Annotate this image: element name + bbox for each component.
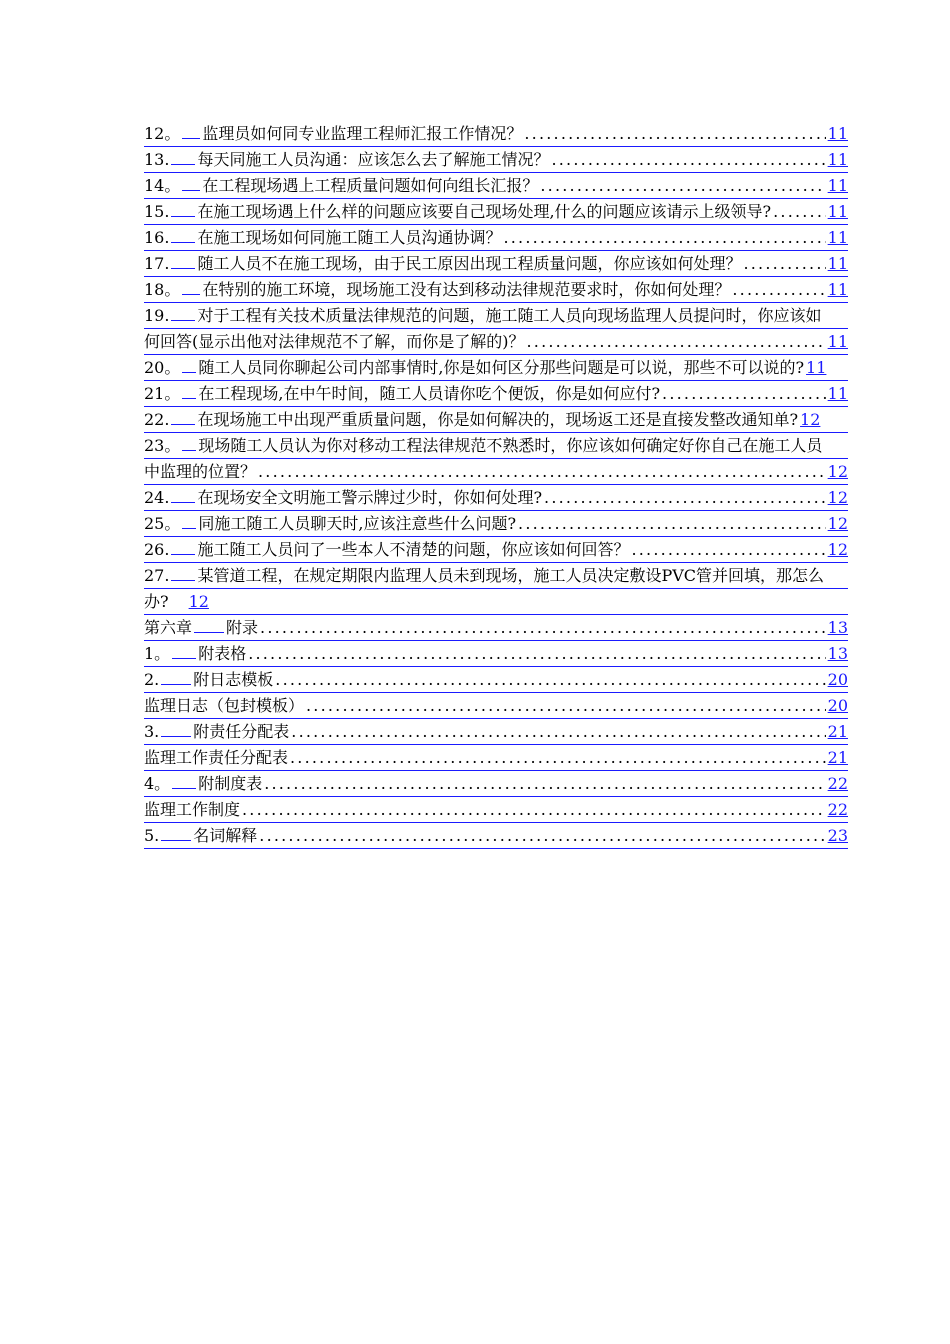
toc-page-link[interactable]: 11	[827, 124, 848, 143]
toc-entry-title-continued: 中监理的位置？	[144, 462, 257, 481]
toc-page-link[interactable]: 22	[827, 774, 848, 793]
toc-entry-gap	[171, 163, 195, 165]
toc-page-link[interactable]: 12	[188, 592, 209, 611]
toc-entry-14[interactable]	[144, 173, 848, 199]
toc-entry-number: 23。	[144, 436, 181, 455]
toc-entry-title: 在现场施工中出现严重质量问题，你是如何解决的，现场返工还是直接发整改通知单?	[197, 410, 799, 429]
toc-entry-title-continued: 办?	[144, 592, 169, 611]
toc-appendix-5[interactable]	[144, 823, 848, 849]
toc-page-link[interactable]: 12	[827, 514, 848, 533]
toc-leader-dots	[524, 124, 825, 143]
toc-leader-dots	[264, 774, 825, 793]
toc-entry-title: 现场随工人员认为你对移动工程法律规范不熟悉时，你应该如何确定好你自己在施工人员	[198, 436, 823, 455]
table-of-contents	[144, 121, 848, 849]
toc-entry-title: 监理员如何同专业监理工程师汇报工作情况？	[202, 124, 523, 143]
toc-entry-gap	[171, 606, 185, 607]
toc-entry-21[interactable]	[144, 381, 848, 407]
toc-entry-title: 某管道工程，在规定期限内监理人员未到现场，施工人员决定敷设PVC管并回填，那怎么	[197, 566, 825, 585]
toc-entry-23-line1[interactable]	[144, 433, 848, 459]
toc-chapter-6[interactable]	[144, 615, 848, 641]
toc-leader-dots	[662, 384, 826, 403]
toc-entry-title: 随工人员同你聊起公司内部事情时,你是如何区分那些问题是可以说，那些不可以说的?	[198, 358, 805, 377]
toc-page-link[interactable]: 11	[827, 384, 848, 403]
toc-entry-gap	[161, 735, 191, 737]
toc-entry-15[interactable]	[144, 199, 848, 225]
toc-entry-gap	[182, 189, 200, 191]
toc-entry-title: 在工程现场遇上工程质量问题如何向组长汇报？	[202, 176, 539, 195]
toc-entry-gap	[161, 839, 191, 841]
toc-page-link[interactable]: 12	[827, 462, 848, 481]
toc-entry-18[interactable]	[144, 277, 848, 303]
toc-entry-gap	[171, 215, 195, 217]
toc-leader-dots	[242, 800, 826, 819]
toc-leader-dots	[306, 696, 826, 715]
toc-entry-27-line1[interactable]	[144, 563, 848, 589]
toc-entry-22[interactable]	[144, 407, 848, 433]
toc-page-link[interactable]: 23	[827, 826, 848, 845]
toc-page-link[interactable]: 11	[827, 150, 848, 169]
toc-entry-number: 13.	[144, 150, 170, 169]
toc-entry-title: 在施工现场如何同施工随工人员沟通协调？	[197, 228, 502, 247]
toc-page-link[interactable]: 20	[827, 670, 848, 689]
toc-entry-title: 在现场安全文明施工警示牌过少时，你如何处理?	[197, 488, 543, 507]
toc-entry-title: 在特别的施工环境，现场施工没有达到移动法律规范要求时，你如何处理？	[202, 280, 731, 299]
toc-leader-dots	[743, 254, 825, 273]
toc-entry-number: 1。	[144, 644, 171, 663]
toc-entry-gap	[171, 501, 195, 503]
toc-leader-dots	[732, 280, 825, 299]
toc-leader-dots	[773, 202, 826, 221]
toc-entry-title: 附日志模板	[193, 670, 274, 689]
toc-entry-23-line2[interactable]	[144, 459, 848, 485]
toc-log-template[interactable]	[144, 693, 848, 719]
toc-page-link[interactable]: 13	[827, 644, 848, 663]
toc-entry-number: 3.	[144, 722, 160, 741]
toc-entry-19-line2[interactable]	[144, 329, 848, 355]
toc-entry-gap	[171, 267, 195, 269]
toc-entry-number: 21。	[144, 384, 181, 403]
toc-entry-number: 14。	[144, 176, 181, 195]
toc-leader-dots	[248, 644, 825, 663]
toc-entry-title: 对于工程有关技术质量法律规范的问题，施工随工人员向现场监理人员提问时，你应该如	[197, 306, 822, 325]
toc-leader-dots	[540, 176, 825, 195]
toc-leader-dots	[275, 670, 825, 689]
toc-leader-dots	[551, 150, 825, 169]
toc-leader-dots	[260, 618, 826, 637]
toc-page-link[interactable]: 11	[827, 202, 848, 221]
toc-entry-gap	[171, 319, 195, 321]
toc-appendix-4[interactable]	[144, 771, 848, 797]
toc-entry-gap	[182, 397, 196, 399]
toc-leader-dots	[503, 228, 825, 247]
toc-entry-gap	[182, 371, 196, 373]
toc-entry-24[interactable]	[144, 485, 848, 511]
toc-entry-13[interactable]	[144, 147, 848, 173]
toc-page-link[interactable]: 11	[827, 176, 848, 195]
toc-work-rules[interactable]	[144, 797, 848, 823]
toc-entry-number: 4。	[144, 774, 171, 793]
toc-leader-dots	[527, 332, 826, 351]
toc-entry-number: 27.	[144, 566, 170, 585]
toc-leader-dots	[290, 748, 826, 767]
toc-entry-number: 12。	[144, 124, 181, 143]
toc-entry-gap	[182, 137, 200, 139]
toc-entry-title: 在施工现场遇上什么样的问题应该要自己现场处理,什么的问题应该请示上级领导?	[197, 202, 772, 221]
toc-entry-number: 16.	[144, 228, 170, 247]
toc-entry-title: 附责任分配表	[193, 722, 290, 741]
toc-appendix-1[interactable]	[144, 641, 848, 667]
toc-entry-20[interactable]	[144, 355, 848, 381]
toc-entry-gap	[182, 293, 200, 295]
toc-entry-gap	[172, 657, 196, 659]
toc-page-link[interactable]: 11	[806, 358, 827, 377]
toc-entry-title: 附表格	[198, 644, 247, 663]
toc-entry-27-line2[interactable]	[144, 589, 848, 615]
toc-page-link[interactable]: 12	[827, 540, 848, 559]
toc-entry-number: 20。	[144, 358, 181, 377]
toc-page-link[interactable]: 11	[827, 280, 848, 299]
toc-leader-dots	[631, 540, 825, 559]
toc-entry-title: 监理日志（包封模板）	[144, 696, 305, 715]
toc-entry-gap	[161, 683, 191, 685]
toc-leader-dots	[518, 514, 826, 533]
toc-leader-dots	[259, 826, 825, 845]
toc-entry-gap	[171, 553, 195, 555]
toc-entry-gap	[171, 241, 195, 243]
toc-entry-number: 2.	[144, 670, 160, 689]
toc-page-link[interactable]: 21	[827, 722, 848, 741]
toc-entry-12[interactable]	[144, 121, 848, 147]
toc-entry-17[interactable]	[144, 251, 848, 277]
toc-entry-gap	[172, 787, 196, 789]
toc-page-link[interactable]: 12	[800, 410, 821, 429]
toc-entry-16[interactable]	[144, 225, 848, 251]
toc-entry-title: 附制度表	[198, 774, 263, 793]
toc-leader-dots	[544, 488, 826, 507]
toc-entry-title: 每天同施工人员沟通：应该怎么去了解施工情况？	[197, 150, 550, 169]
toc-leader-dots	[291, 722, 825, 741]
toc-entry-gap	[194, 631, 224, 633]
toc-appendix-3[interactable]	[144, 719, 848, 745]
toc-entry-title: 随工人员不在施工现场，由于民工原因出现工程质量问题，你应该如何处理？	[197, 254, 742, 273]
toc-entry-number: 22.	[144, 410, 170, 429]
toc-entry-title: 在工程现场,在中午时间，随工人员请你吃个便饭，你是如何应付?	[198, 384, 661, 403]
toc-appendix-2[interactable]	[144, 667, 848, 693]
toc-entry-number: 5.	[144, 826, 160, 845]
toc-entry-number: 18。	[144, 280, 181, 299]
toc-entry-title: 名词解释	[193, 826, 258, 845]
toc-entry-26[interactable]	[144, 537, 848, 563]
toc-entry-title: 附录	[226, 618, 259, 637]
toc-entry-title: 同施工随工人员聊天时,应该注意些什么问题?	[198, 514, 517, 533]
toc-entry-gap	[171, 579, 195, 581]
toc-page-link[interactable]: 11	[827, 332, 848, 351]
toc-entry-19-line1[interactable]	[144, 303, 848, 329]
toc-leader-dots	[258, 462, 826, 481]
toc-page-link[interactable]: 12	[827, 488, 848, 507]
toc-page-link[interactable]: 21	[827, 748, 848, 767]
toc-page-link[interactable]: 20	[827, 696, 848, 715]
toc-entry-title: 施工随工人员问了一些本人不清楚的问题，你应该如何回答？	[197, 540, 630, 559]
toc-entry-gap	[182, 449, 196, 451]
toc-entry-25[interactable]	[144, 511, 848, 537]
toc-entry-number: 26.	[144, 540, 170, 559]
toc-page-link[interactable]: 11	[827, 228, 848, 247]
toc-entry-number: 25。	[144, 514, 181, 533]
toc-entry-title-continued: 何回答(显示出他对法律规范不了解，而你是了解的)？	[144, 332, 525, 351]
toc-entry-number: 24.	[144, 488, 170, 507]
toc-responsibility-table[interactable]	[144, 745, 848, 771]
toc-chapter-number: 第六章	[144, 618, 193, 637]
toc-page-link[interactable]: 22	[827, 800, 848, 819]
toc-entry-title: 监理工作制度	[144, 800, 241, 819]
toc-entry-number: 15.	[144, 202, 170, 221]
toc-entry-gap	[171, 423, 195, 425]
toc-entry-gap	[182, 527, 196, 529]
toc-entry-number: 17.	[144, 254, 170, 273]
toc-entry-number: 19.	[144, 306, 170, 325]
toc-page-link[interactable]: 13	[827, 618, 848, 637]
toc-page-link[interactable]: 11	[827, 254, 848, 273]
toc-entry-title: 监理工作责任分配表	[144, 748, 289, 767]
